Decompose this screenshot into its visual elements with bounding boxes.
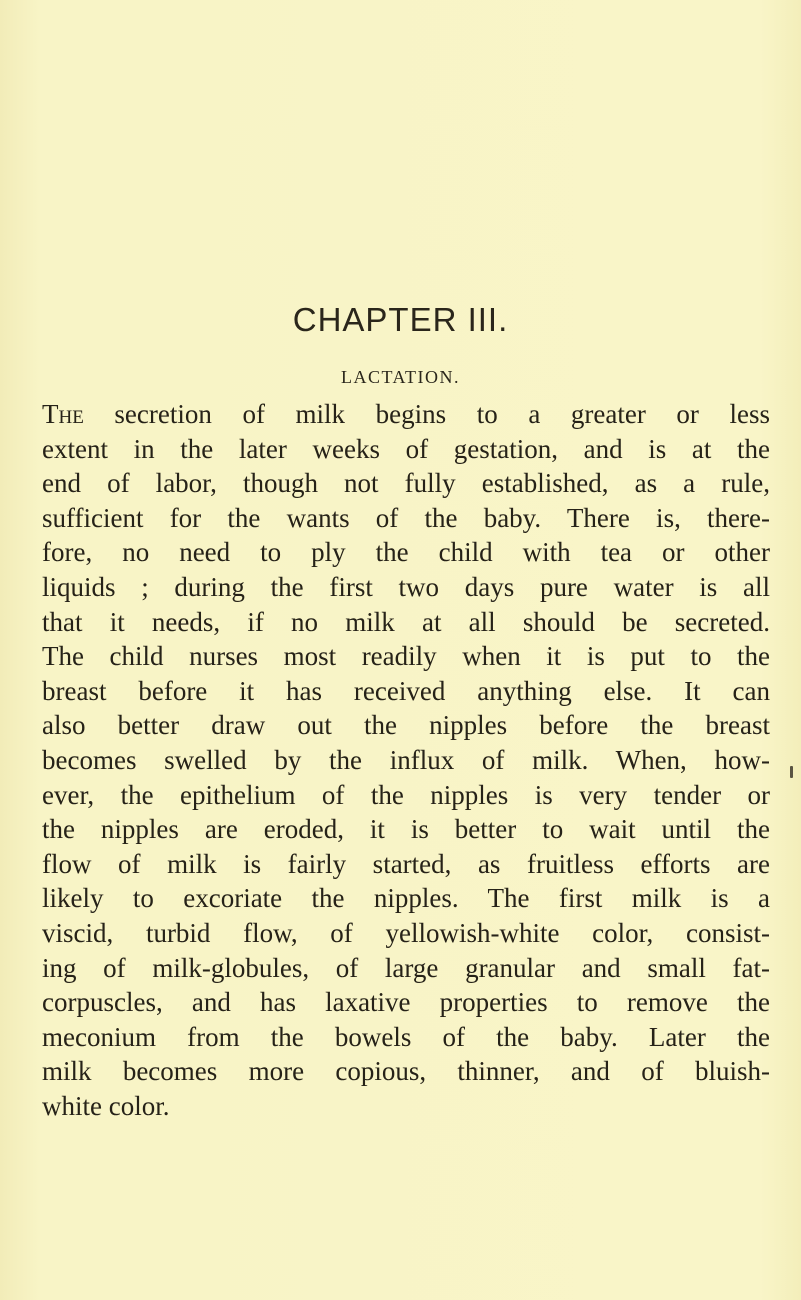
paragraph-line: flow of milk is fairly started, as fruitless efforts are <box>42 848 770 879</box>
paragraph-line: the nipples are eroded, it is better to wait until the <box>42 814 770 845</box>
paragraph-line: sufficient for the wants of the baby. There is, there- <box>42 502 770 533</box>
paragraph-line: ever, the epithelium of the nipples is very tender or <box>42 779 770 810</box>
paragraph-line: that it needs, if no milk at all should be secreted. <box>42 606 770 637</box>
paragraph-line: end of labor, though not fully established, as a rule, <box>42 468 770 499</box>
paragraph-line: fore, no need to ply the child with tea or other <box>42 537 770 568</box>
paragraph-line: also better draw out the nipples before the breast <box>42 710 770 741</box>
paragraph-line <box>42 397 770 432</box>
section-title: LACTATION. <box>340 367 461 387</box>
paragraph-line: ing of milk-globules, of large granular and small fat- <box>42 952 770 983</box>
paragraph-line: meconium from the bowels of the baby. Later the <box>42 1021 770 1052</box>
paragraph-line-text: secretion of milk begins to a greater or less <box>83 399 770 429</box>
paragraph-line: white color. <box>42 1090 170 1121</box>
paragraph-line: becomes swelled by the influx of milk. When, how- <box>42 744 770 775</box>
chapter-title: CHAPTER III. <box>292 301 509 338</box>
paragraph-line: likely to excoriate the nipples. The first milk is a <box>42 883 770 914</box>
paragraph-line: milk becomes more copious, thinner, and of bluish- <box>42 1056 770 1087</box>
paragraph-line: The child nurses most readily when it is put to the <box>42 641 770 672</box>
paragraph-line: extent in the later weeks of gestation, and is at the <box>42 433 770 464</box>
paragraph-line: liquids ; during the first two days pure water is all <box>42 571 770 602</box>
paragraph-line: corpuscles, and has laxative properties to remove the <box>42 987 770 1018</box>
margin-mark <box>790 766 793 778</box>
paragraph-line: breast before it has received anything else. It can <box>42 675 770 706</box>
paragraph-line: viscid, turbid flow, of yellowish-white color, consist- <box>42 917 770 948</box>
paragraph-first-word: The <box>42 399 84 429</box>
body-paragraph <box>42 397 770 1123</box>
